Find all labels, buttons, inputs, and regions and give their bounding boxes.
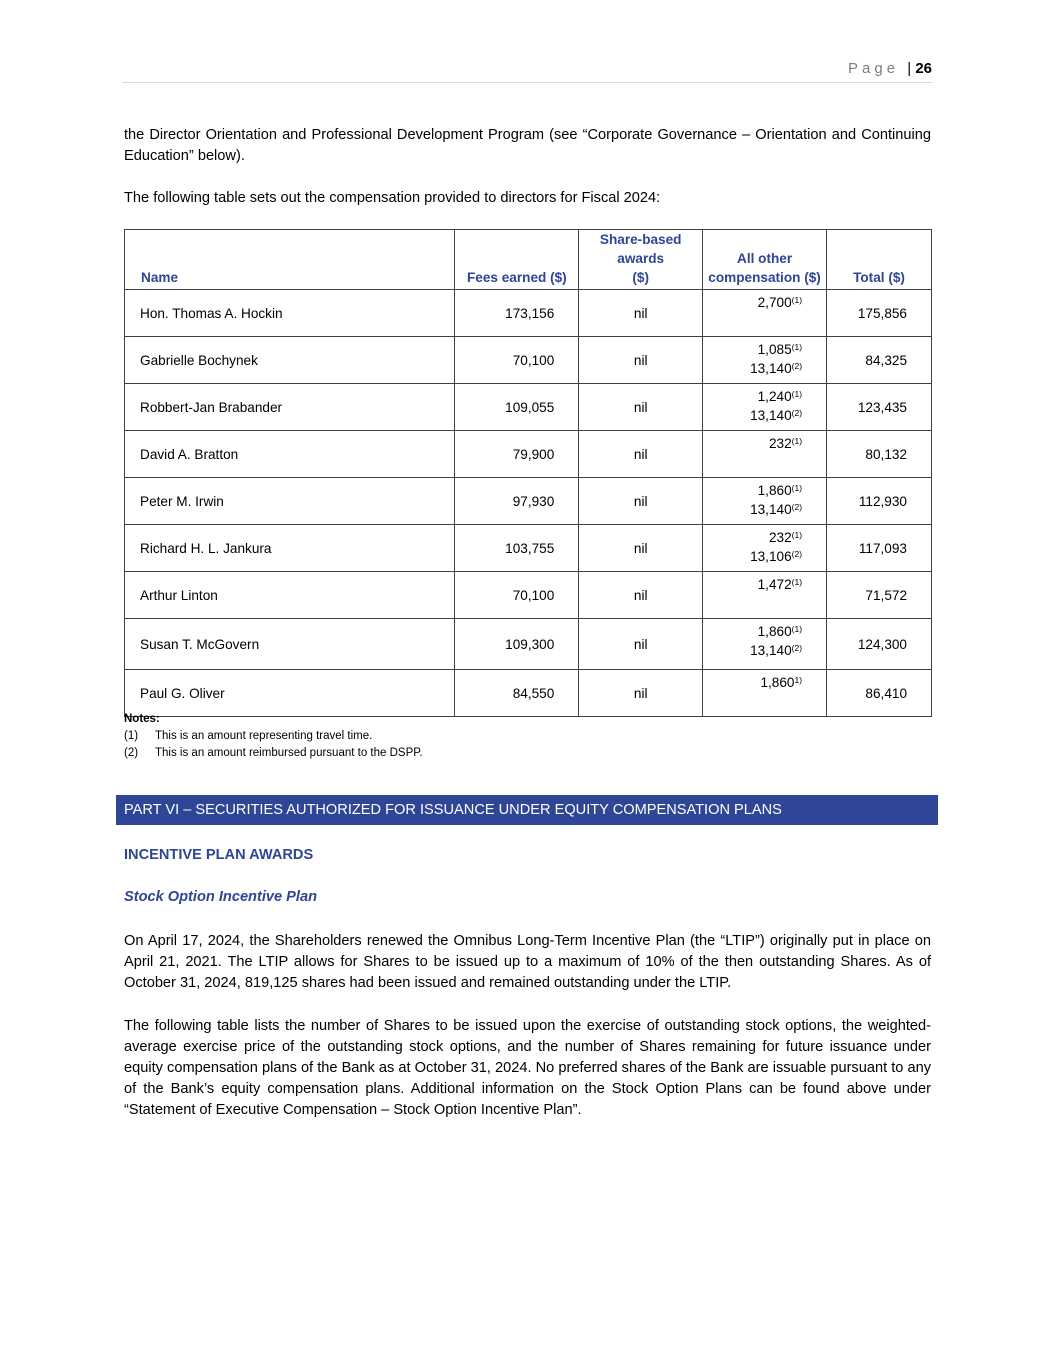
note-text: This is an amount representing travel time. xyxy=(155,730,373,742)
table-row xyxy=(125,478,932,525)
cell-director-name: Peter M. Irwin xyxy=(125,478,455,525)
cell-share-based-awards: nil xyxy=(579,384,703,431)
header-fees: Fees earned ($) xyxy=(455,230,579,290)
other-amount xyxy=(703,500,802,519)
header-share-based-awards xyxy=(579,230,703,290)
other-amount-value: 1,472 xyxy=(757,577,792,592)
table-intro: The following table sets out the compensation provided to directors for Fiscal 2024: xyxy=(124,190,661,206)
cell-share-based-awards: nil xyxy=(579,572,703,619)
other-amount-value: 13,140 xyxy=(750,361,792,376)
table-header-row xyxy=(125,230,932,290)
header-other-line2: compensation ($) xyxy=(708,270,821,285)
cell-fees-earned: 97,930 xyxy=(455,478,579,525)
table-row xyxy=(125,384,932,431)
cell-director-name: David A. Bratton xyxy=(125,431,455,478)
table-row xyxy=(125,337,932,384)
footnote-marker: (1) xyxy=(791,530,803,540)
table-row xyxy=(125,525,932,572)
cell-share-based-awards: nil xyxy=(579,478,703,525)
other-amount xyxy=(703,673,802,692)
other-amount xyxy=(703,641,802,660)
footnote-marker: (1) xyxy=(791,389,803,399)
cell-all-other-compensation xyxy=(703,384,827,431)
cell-total: 80,132 xyxy=(827,431,932,478)
header-total: Total ($) xyxy=(827,230,932,290)
other-amount xyxy=(703,406,802,425)
cell-total: 117,093 xyxy=(827,525,932,572)
page-separator: | xyxy=(907,60,912,77)
other-amount xyxy=(703,293,802,312)
other-amount xyxy=(703,387,802,406)
table-row xyxy=(125,572,932,619)
cell-total: 86,410 xyxy=(827,670,932,717)
cell-director-name: Robbert-Jan Brabander xyxy=(125,384,455,431)
cell-fees-earned: 103,755 xyxy=(455,525,579,572)
note-number: (2) xyxy=(124,747,139,759)
other-amount xyxy=(703,434,802,453)
note-item xyxy=(124,745,423,762)
other-amount-value: 1,860 xyxy=(757,483,792,498)
cell-director-name: Arthur Linton xyxy=(125,572,455,619)
cell-director-name: Hon. Thomas A. Hockin xyxy=(125,290,455,337)
cell-director-name: Gabrielle Bochynek xyxy=(125,337,455,384)
table-row xyxy=(125,290,932,337)
other-amount xyxy=(703,547,802,566)
footnote-marker: (1) xyxy=(791,483,803,493)
cell-total: 123,435 xyxy=(827,384,932,431)
other-amount-value: 13,140 xyxy=(750,643,792,658)
ltip-paragraph: On April 17, 2024, the Shareholders renewed the Omnibus Long-Term Incentive Plan (the “LTIP”) originally put in place on April 21, 2021. The LTIP allows for Shares to be issued up to a maximum of 10% of the then outstanding Shares. As of October 31, 2024, 819,125 shares had been issued and remained outstanding under the LTIP. xyxy=(124,933,931,991)
cell-fees-earned: 109,055 xyxy=(455,384,579,431)
header-share-line1: Share-based xyxy=(599,232,682,247)
other-amount xyxy=(703,359,802,378)
section-subheading-italic: Stock Option Incentive Plan xyxy=(124,889,317,905)
page-label: Page xyxy=(848,60,900,77)
other-amount-value: 2,700 xyxy=(757,295,792,310)
cell-fees-earned: 109,300 xyxy=(455,619,579,670)
footnote-marker: (2) xyxy=(791,361,803,371)
other-amount-value: 232 xyxy=(768,530,792,545)
cell-all-other-compensation xyxy=(703,431,827,478)
cell-all-other-compensation xyxy=(703,619,827,670)
footnote-marker: (1) xyxy=(791,624,803,634)
cell-fees-earned: 173,156 xyxy=(455,290,579,337)
other-amount xyxy=(703,622,802,641)
other-amount-value: 13,140 xyxy=(750,408,792,423)
cell-total: 71,572 xyxy=(827,572,932,619)
cell-all-other-compensation xyxy=(703,290,827,337)
other-amount xyxy=(703,575,802,594)
cell-fees-earned: 70,100 xyxy=(455,337,579,384)
other-amount xyxy=(703,340,802,359)
footnote-marker: (1) xyxy=(791,342,803,352)
note-item xyxy=(124,728,423,745)
page-header xyxy=(122,60,932,83)
other-amount-value: 232 xyxy=(768,436,792,451)
cell-director-name: Susan T. McGovern xyxy=(125,619,455,670)
cell-share-based-awards: nil xyxy=(579,670,703,717)
other-amount-value: 13,140 xyxy=(750,502,792,517)
footnote-marker: (1) xyxy=(791,577,803,587)
header-share-line3: ($) xyxy=(632,270,650,285)
notes-title: Notes: xyxy=(124,713,160,725)
other-amount xyxy=(703,528,802,547)
header-all-other-compensation xyxy=(703,230,827,290)
header-share-line2: awards xyxy=(617,251,665,266)
other-amount-value: 13,106 xyxy=(750,549,792,564)
table-row xyxy=(125,619,932,670)
cell-total: 124,300 xyxy=(827,619,932,670)
footnote-marker: 1) xyxy=(794,675,803,685)
cell-share-based-awards: nil xyxy=(579,290,703,337)
footnote-marker: (1) xyxy=(791,436,803,446)
other-amount xyxy=(703,481,802,500)
cell-total: 175,856 xyxy=(827,290,932,337)
cell-all-other-compensation xyxy=(703,337,827,384)
cell-share-based-awards: nil xyxy=(579,619,703,670)
note-number: (1) xyxy=(124,730,139,742)
cell-total: 112,930 xyxy=(827,478,932,525)
equity-table-description: The following table lists the number of Shares to be issued upon the exercise of outstanding stock options, the weighted-average exercise price of the outstanding stock options, and the number of Shares remaining for future issuance under equity compensation plans of the Bank as at October 31, 2024. No preferred shares of the Bank are issuable pursuant to any of the Bank’s equity compensation plans. Additional information on the Stock Option Plans can be found above under “Statement of Executive Compensation – Stock Option Incentive Plan”. xyxy=(124,1018,931,1118)
cell-total: 84,325 xyxy=(827,337,932,384)
page-number: 26 xyxy=(915,60,932,77)
director-compensation-table xyxy=(124,229,932,717)
cell-all-other-compensation xyxy=(703,670,827,717)
note-text: This is an amount reimbursed pursuant to the DSPP. xyxy=(155,747,423,759)
intro-paragraph: the Director Orientation and Professional Development Program (see “Corporate Governance – Orientation and Continuing Education” below). xyxy=(124,127,931,164)
table-row xyxy=(125,670,932,717)
footnote-marker: (2) xyxy=(791,643,803,653)
other-amount-value: 1,240 xyxy=(757,389,792,404)
footnote-marker: (2) xyxy=(791,549,803,559)
footnote-marker: (2) xyxy=(791,408,803,418)
cell-fees-earned: 79,900 xyxy=(455,431,579,478)
cell-director-name: Paul G. Oliver xyxy=(125,670,455,717)
footnote-marker: (2) xyxy=(791,502,803,512)
cell-all-other-compensation xyxy=(703,572,827,619)
cell-share-based-awards: nil xyxy=(579,431,703,478)
other-amount-value: 1,860 xyxy=(757,624,792,639)
footnote-marker: (1) xyxy=(791,295,803,305)
section-banner: PART VI – SECURITIES AUTHORIZED FOR ISSUANCE UNDER EQUITY COMPENSATION PLANS xyxy=(116,795,938,825)
section-subheading: INCENTIVE PLAN AWARDS xyxy=(124,847,314,863)
cell-share-based-awards: nil xyxy=(579,337,703,384)
cell-fees-earned: 84,550 xyxy=(455,670,579,717)
cell-director-name: Richard H. L. Jankura xyxy=(125,525,455,572)
table-notes xyxy=(124,711,423,762)
cell-fees-earned: 70,100 xyxy=(455,572,579,619)
cell-all-other-compensation xyxy=(703,525,827,572)
cell-share-based-awards: nil xyxy=(579,525,703,572)
table-row xyxy=(125,431,932,478)
header-other-line1: All other xyxy=(737,251,793,266)
header-name: Name xyxy=(125,230,455,290)
cell-all-other-compensation xyxy=(703,478,827,525)
other-amount-value: 1,860 xyxy=(760,675,795,690)
other-amount-value: 1,085 xyxy=(757,342,792,357)
